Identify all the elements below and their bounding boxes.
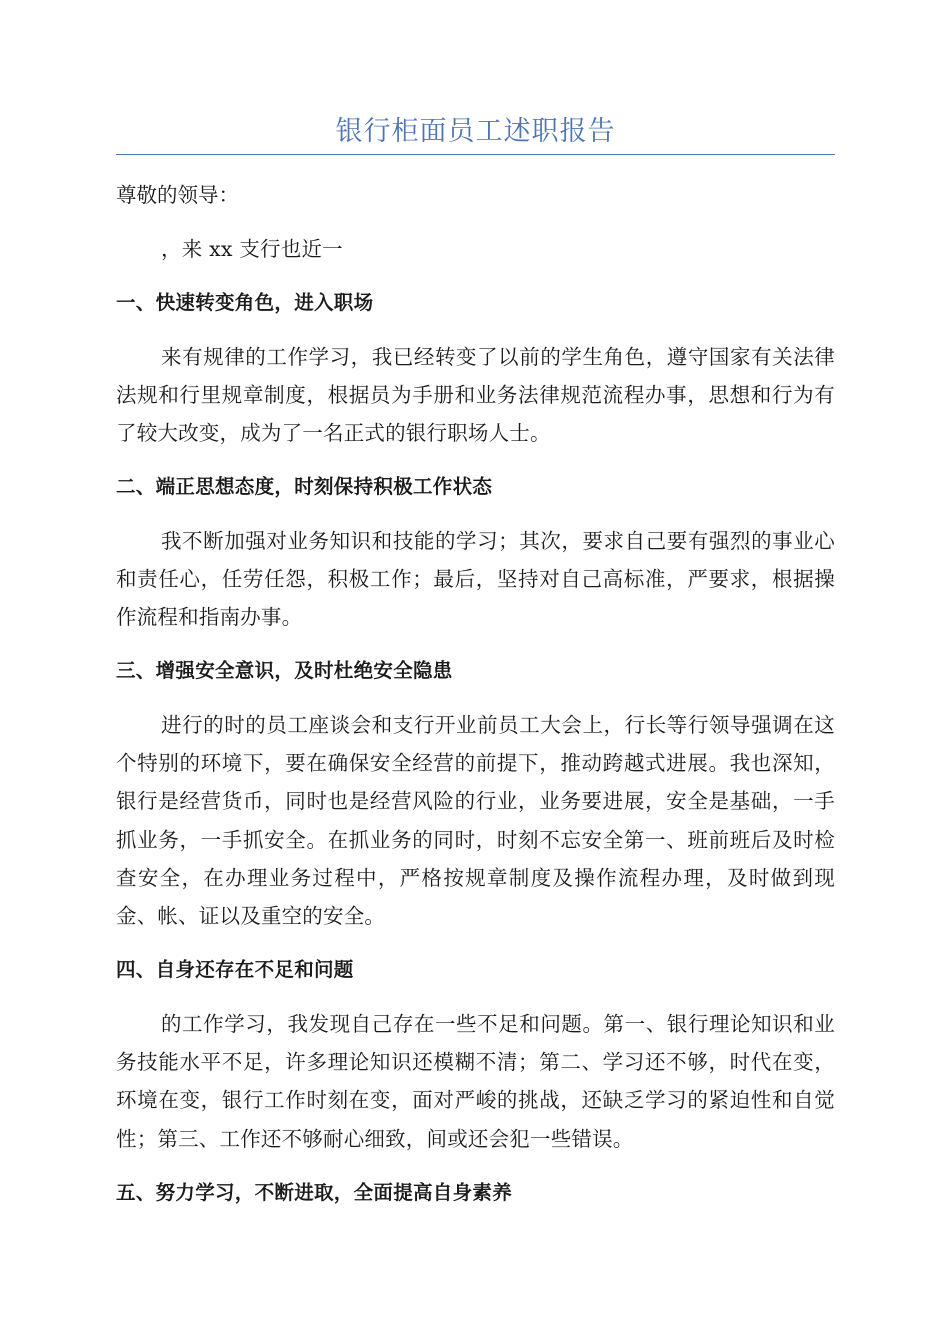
section-body-4: 的工作学习，我发现自己存在一些不足和问题。第一、银行理论知识和业务技能水平不足，许多理论知识还模糊不清；第二、学习还不够，时代在变，环境在变，银行工作时刻在变，面对严峻的挑战，还缺乏学习的紧迫性和自觉性；第三、工作还不够耐心细致，间或还会犯一些错误。 (116, 1012, 835, 1151)
section-heading-1: 一、快速转变角色，进入职场 (116, 291, 374, 314)
section-body-1: 来有规律的工作学习，我已经转变了以前的学生角色，遵守国家有关法律法规和行里规章制度，根据员为手册和业务法律规范流程办事，思想和行为有了较大改变，成为了一名正式的银行职场人士。 (116, 345, 835, 446)
section-heading-2: 二、端正思想态度，时刻保持积极工作状态 (116, 475, 493, 498)
section-body-2: 我不断加强对业务知识和技能的学习；其次，要求自己要有强烈的事业心和责任心，任劳任怨，积极工作；最后，坚持对自己高标准，严要求，根据操作流程和指南办事。 (116, 529, 835, 630)
title-underline (116, 154, 835, 155)
section-heading-5: 五、努力学习，不断进取，全面提高自身素养 (116, 1181, 513, 1204)
document-title: 银行柜面员工述职报告 (335, 116, 616, 147)
section-heading-3: 三、增强安全意识，及时杜绝安全隐患 (116, 659, 453, 682)
section-body-3: 进行的时的员工座谈会和支行开业前员工大会上，行长等行领导强调在这个特别的环境下，要在确保安全经营的前提下，推动跨越式进展。我也深知，银行是经营货币，同时也是经营风险的行业，业务要进展，安全是基础，一手抓业务，一手抓安全。在抓业务的同时，时刻不忘安全第一、班前班后及时检查安全，在办理业务过程中，严格按规章制度及操作流程办理，及时做到现金、帐、证以及重空的安全。 (116, 713, 835, 929)
salutation: 尊敬的领导： (116, 183, 239, 207)
section-heading-4: 四、自身还存在不足和问题 (116, 958, 354, 981)
intro-paragraph: ，来 xx 支行也近一 (161, 237, 343, 261)
